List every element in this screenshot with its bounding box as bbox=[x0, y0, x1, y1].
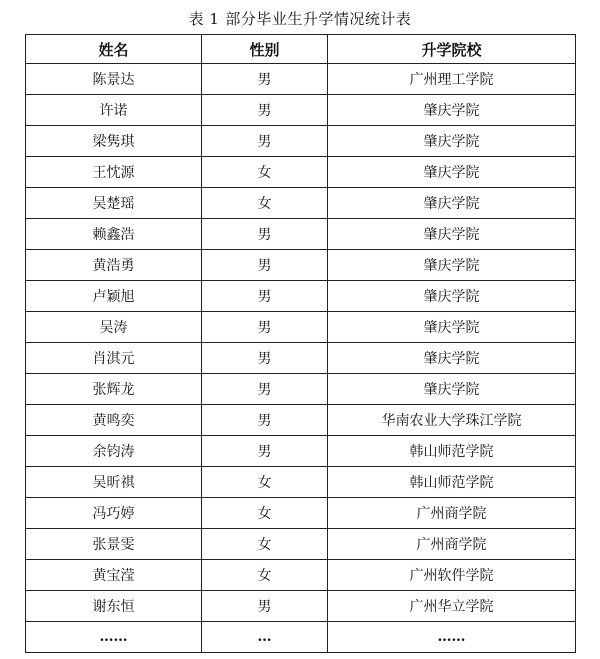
cell-gender: 女 bbox=[202, 498, 328, 529]
table-row bbox=[26, 64, 576, 95]
cell-name: 吴楚瑶 bbox=[26, 188, 202, 219]
cell-gender: 女 bbox=[202, 529, 328, 560]
table-row bbox=[26, 374, 576, 405]
table-row bbox=[26, 498, 576, 529]
cell-name: 张景雯 bbox=[26, 529, 202, 560]
cell-name: 黄宝滢 bbox=[26, 560, 202, 591]
table-row bbox=[26, 250, 576, 281]
cell-gender: 男 bbox=[202, 591, 328, 622]
cell-school: 肇庆学院 bbox=[328, 188, 576, 219]
cell-school: 肇庆学院 bbox=[328, 95, 576, 126]
cell-gender: 女 bbox=[202, 467, 328, 498]
table-row bbox=[26, 591, 576, 622]
cell-gender: 女 bbox=[202, 188, 328, 219]
cell-gender: 男 bbox=[202, 219, 328, 250]
cell-gender: 男 bbox=[202, 374, 328, 405]
cell-gender: 男 bbox=[202, 250, 328, 281]
cell-name: 黄浩勇 bbox=[26, 250, 202, 281]
cell-school: 韩山师范学院 bbox=[328, 436, 576, 467]
table-row bbox=[26, 560, 576, 591]
table-row bbox=[26, 281, 576, 312]
table-row bbox=[26, 126, 576, 157]
cell-school: 肇庆学院 bbox=[328, 374, 576, 405]
table-title: 部分毕业生升学情况统计表 bbox=[225, 10, 412, 28]
cell-school: 肇庆学院 bbox=[328, 250, 576, 281]
cell-gender: 女 bbox=[202, 560, 328, 591]
cell-name: 卢颖旭 bbox=[26, 281, 202, 312]
table-row bbox=[26, 467, 576, 498]
header-gender: 性别 bbox=[202, 35, 328, 64]
cell-school: 广州华立学院 bbox=[328, 591, 576, 622]
table-row bbox=[26, 219, 576, 250]
cell-name: 黄鸣奕 bbox=[26, 405, 202, 436]
cell-gender: 男 bbox=[202, 405, 328, 436]
cell-name: 陈景达 bbox=[26, 64, 202, 95]
cell-gender: 女 bbox=[202, 157, 328, 188]
table-caption bbox=[0, 8, 600, 29]
cell-name: 许诺 bbox=[26, 95, 202, 126]
cell-name: 王忱源 bbox=[26, 157, 202, 188]
cell-gender: 男 bbox=[202, 343, 328, 374]
cell-school: 肇庆学院 bbox=[328, 126, 576, 157]
cell-gender: 男 bbox=[202, 126, 328, 157]
cell-name: 梁隽琪 bbox=[26, 126, 202, 157]
graduates-table bbox=[25, 34, 576, 653]
ellipsis-cell: …… bbox=[26, 622, 202, 653]
cell-name: 张辉龙 bbox=[26, 374, 202, 405]
cell-gender: 男 bbox=[202, 281, 328, 312]
table-row bbox=[26, 188, 576, 219]
cell-school: 广州商学院 bbox=[328, 498, 576, 529]
table-row bbox=[26, 529, 576, 560]
table-row bbox=[26, 312, 576, 343]
cell-gender: 男 bbox=[202, 64, 328, 95]
cell-name: 余钧涛 bbox=[26, 436, 202, 467]
cell-school: 肇庆学院 bbox=[328, 281, 576, 312]
cell-school: 肇庆学院 bbox=[328, 343, 576, 374]
cell-school: 肇庆学院 bbox=[328, 157, 576, 188]
table-number: 表 1 bbox=[188, 10, 220, 28]
cell-school: 肇庆学院 bbox=[328, 219, 576, 250]
header-row bbox=[26, 35, 576, 64]
cell-gender: 男 bbox=[202, 436, 328, 467]
cell-name: 吴涛 bbox=[26, 312, 202, 343]
ellipsis-cell: …… bbox=[328, 622, 576, 653]
cell-school: 华南农业大学珠江学院 bbox=[328, 405, 576, 436]
cell-name: 肖淇元 bbox=[26, 343, 202, 374]
cell-school: 韩山师范学院 bbox=[328, 467, 576, 498]
cell-school: 广州软件学院 bbox=[328, 560, 576, 591]
cell-name: 吴昕祺 bbox=[26, 467, 202, 498]
table-row bbox=[26, 436, 576, 467]
cell-school: 肇庆学院 bbox=[328, 312, 576, 343]
table-row bbox=[26, 157, 576, 188]
table-row bbox=[26, 343, 576, 374]
cell-gender: 男 bbox=[202, 95, 328, 126]
cell-name: 谢东恒 bbox=[26, 591, 202, 622]
cell-name: 赖鑫浩 bbox=[26, 219, 202, 250]
cell-gender: 男 bbox=[202, 312, 328, 343]
header-school: 升学院校 bbox=[328, 35, 576, 64]
header-name: 姓名 bbox=[26, 35, 202, 64]
table-row bbox=[26, 95, 576, 126]
cell-name: 冯巧婷 bbox=[26, 498, 202, 529]
ellipsis-row bbox=[26, 622, 576, 653]
table-row bbox=[26, 405, 576, 436]
cell-school: 广州理工学院 bbox=[328, 64, 576, 95]
cell-school: 广州商学院 bbox=[328, 529, 576, 560]
ellipsis-cell: … bbox=[202, 622, 328, 653]
